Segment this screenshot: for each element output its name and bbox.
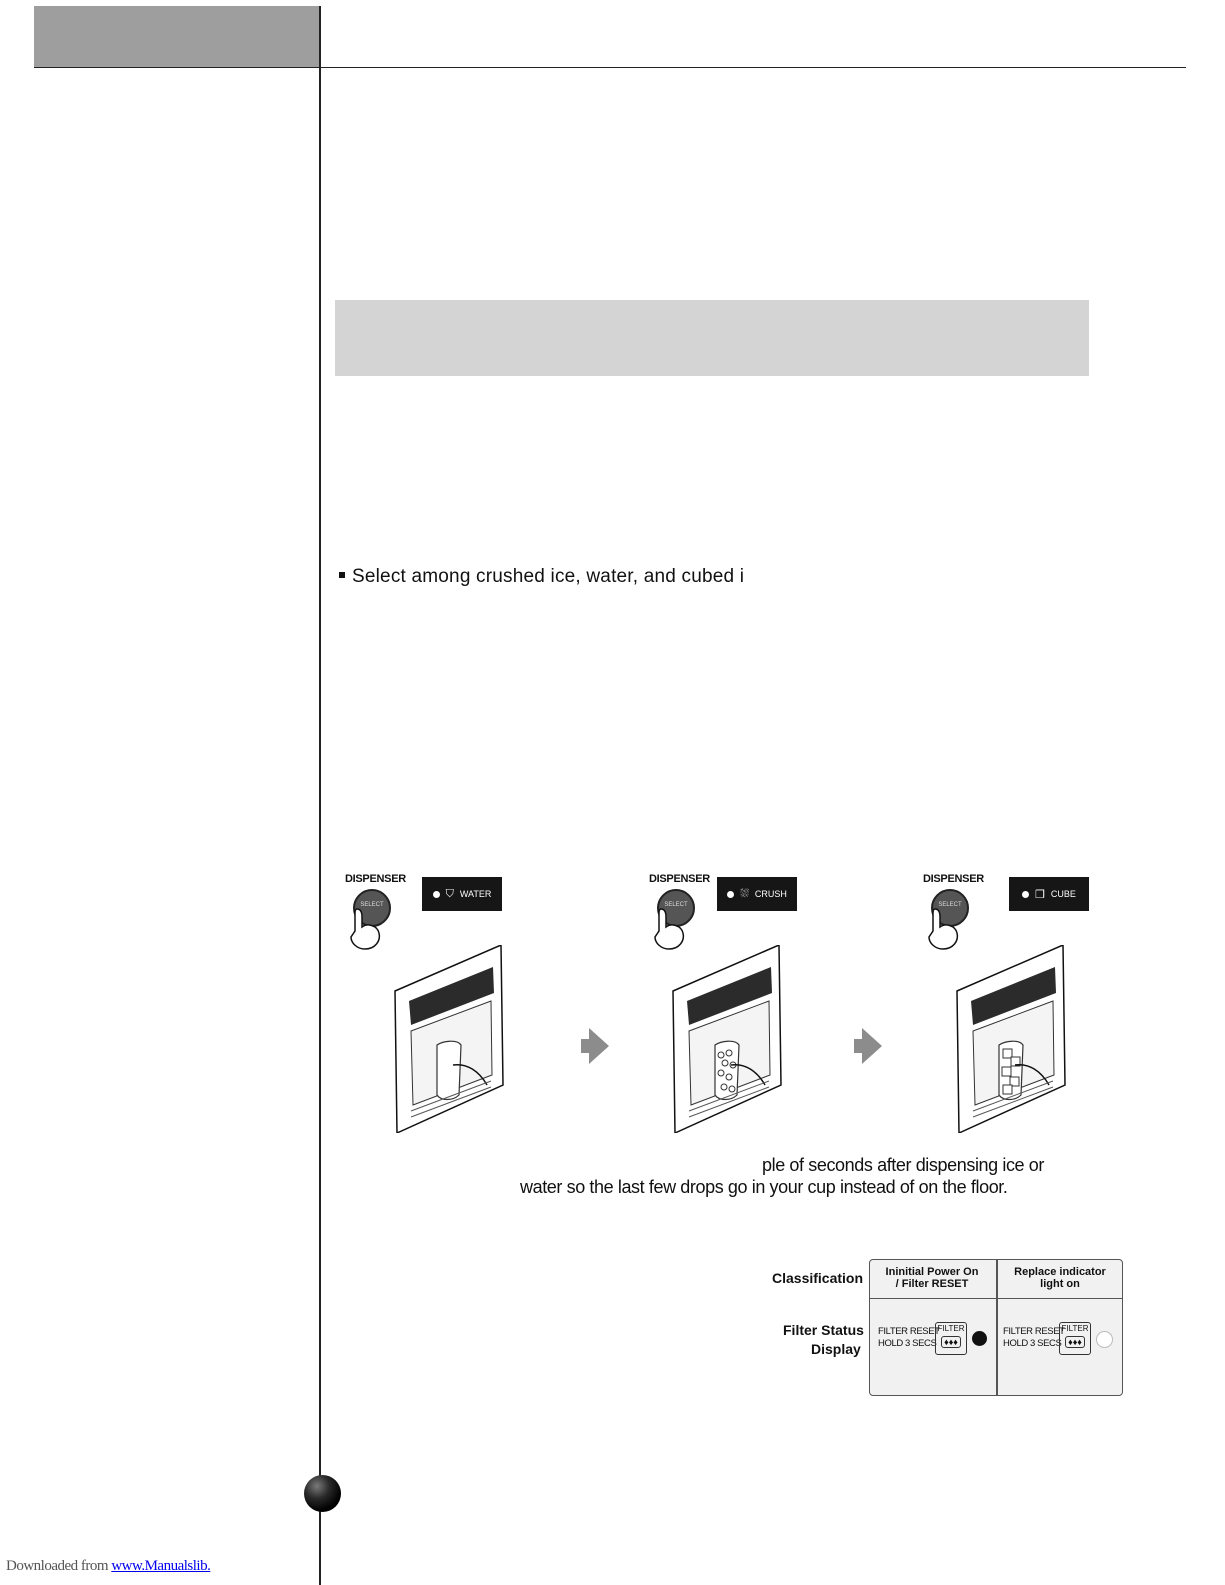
classification-label: Classification	[772, 1270, 864, 1286]
column-header-replace: Replace indicator light on	[1014, 1266, 1106, 1290]
dispenser-label: DISPENSER	[345, 873, 406, 885]
header-section-tab	[34, 6, 320, 67]
indicator-light-icon	[433, 891, 440, 898]
water-drops-icon: ♦♦♦	[1065, 1336, 1085, 1348]
filter-reset-text: FILTER RESET HOLD 3 SECS	[878, 1326, 940, 1349]
bullet-item	[339, 566, 744, 588]
right-arrow-icon	[862, 1028, 882, 1064]
page-marker-ball	[304, 1475, 341, 1512]
crushed-ice-cup-icon: ⛆	[740, 887, 749, 900]
filter-status-label-display: Display	[811, 1341, 861, 1357]
footer-source: Downloaded from www.Manualslib.	[6, 1558, 211, 1574]
caption-line-2: water so the last few drops go in your cup instead of on the floor.	[520, 1177, 1008, 1197]
filter-button-icon: FILTER ♦♦♦	[1059, 1322, 1091, 1355]
dispenser-step-cube	[923, 873, 1093, 1163]
table-row-divider	[870, 1298, 1122, 1299]
mode-label: CUBE	[1050, 889, 1076, 899]
footer-link[interactable]: www.Manualslib.	[111, 1558, 211, 1574]
dispenser-illustration	[669, 945, 783, 1133]
bullet-text: Select among crushed ice, water, and cubed i	[352, 566, 745, 587]
filter-reset-text: FILTER RESET HOLD 3 SECS	[1003, 1326, 1065, 1349]
filter-lamp-on-icon	[1096, 1331, 1113, 1348]
header-rule	[34, 67, 1186, 68]
mode-label: CRUSH	[754, 889, 787, 899]
section-banner	[335, 300, 1089, 376]
select-button-label: SELECT	[664, 902, 688, 908]
dispenser-step-water	[345, 873, 515, 1163]
dispenser-illustration	[391, 945, 505, 1133]
column-header-initial: Ininitial Power On / Filter RESET	[885, 1266, 979, 1290]
mode-label: WATER	[459, 889, 492, 899]
page-spine-line	[319, 6, 321, 1585]
ice-cube-cup-icon: ❒	[1035, 888, 1045, 901]
select-button-label: SELECT	[938, 902, 962, 908]
water-drops-icon: ♦♦♦	[941, 1336, 961, 1348]
filter-button-icon: FILTER ♦♦♦	[935, 1322, 967, 1355]
indicator-light-icon	[727, 891, 734, 898]
mode-indicator-cube	[1009, 877, 1089, 911]
dispenser-illustration	[953, 945, 1067, 1133]
mode-indicator-crush	[717, 877, 797, 911]
filter-status-label: Filter Status	[783, 1322, 864, 1338]
pointing-hand-icon	[925, 907, 953, 951]
filter-status-table	[869, 1259, 1123, 1396]
caption-line-1: ple of seconds after dispensing ice or	[762, 1155, 1044, 1175]
dispenser-label: DISPENSER	[649, 873, 710, 885]
right-arrow-icon	[589, 1028, 609, 1064]
dispenser-label: DISPENSER	[923, 873, 984, 885]
dispenser-step-crush	[649, 873, 819, 1163]
indicator-light-icon	[1022, 891, 1029, 898]
filter-lamp-off-icon	[972, 1331, 987, 1346]
pointing-hand-icon	[347, 907, 375, 951]
water-drop-cup-icon: ⛉	[445, 887, 454, 900]
bullet-square-icon	[339, 572, 345, 578]
mode-indicator-water	[422, 877, 502, 911]
select-button-label: SELECT	[360, 902, 384, 908]
